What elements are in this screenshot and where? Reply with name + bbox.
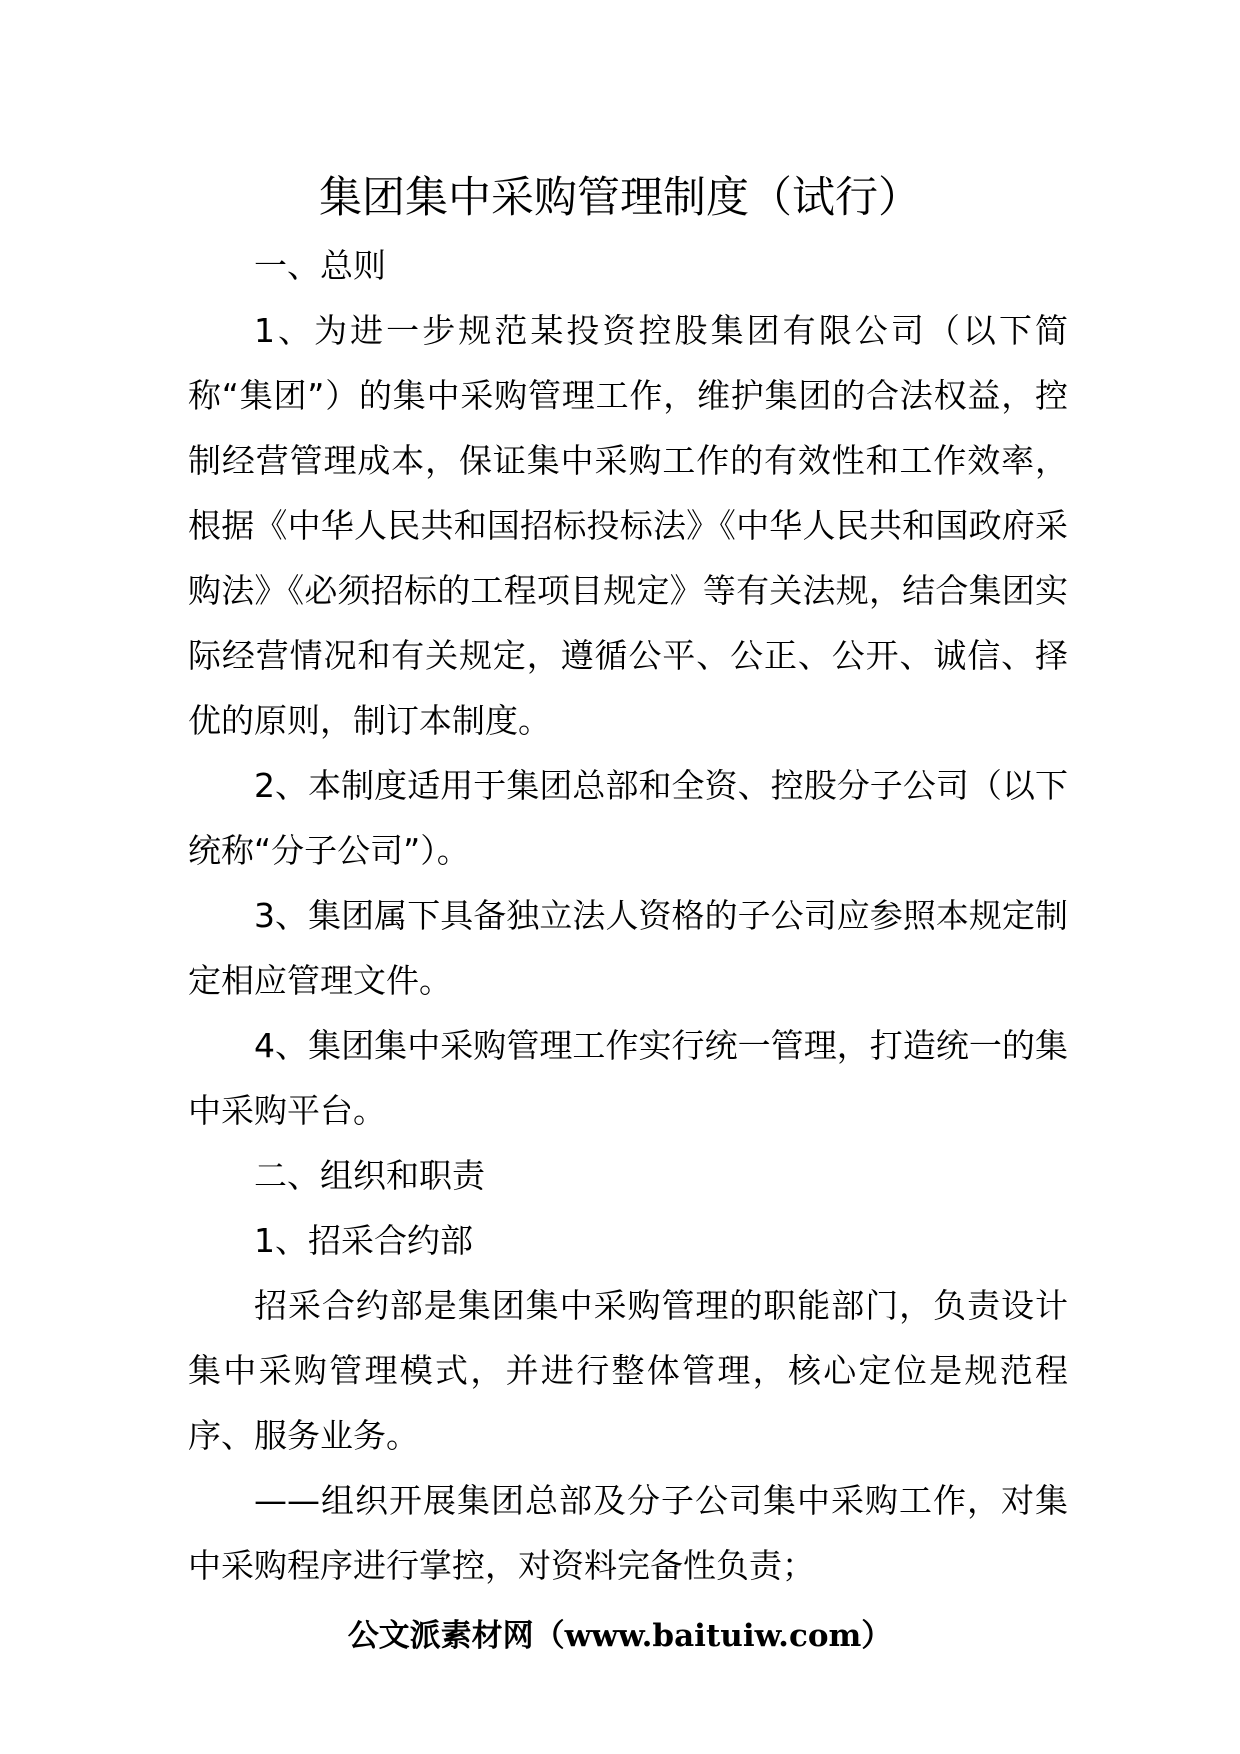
paragraph: ——组织开展集团总部及分子公司集中采购工作，对集中采购程序进行掌控，对资料完备性负责；	[188, 1481, 1068, 1585]
section-heading: 一、总则	[254, 246, 386, 285]
paragraph: 3、集团属下具备独立法人资格的子公司应参照本规定制定相应管理文件。	[188, 896, 1068, 1000]
paragraph: 2、本制度适用于集团总部和全资、控股分子公司（以下统称“分子公司”）。	[188, 766, 1068, 870]
footer-source: 公文派素材网（www.baituiw.com）	[347, 1618, 893, 1654]
document-title: 集团集中采购管理制度（试行）	[319, 173, 921, 223]
paragraph: 招采合约部是集团集中采购管理的职能部门，负责设计集中采购管理模式，并进行整体管理，核心定位是规范程序、服务业务。	[188, 1286, 1068, 1455]
subsection-heading: 1、招采合约部	[254, 1221, 473, 1260]
document-body	[188, 233, 1068, 1598]
paragraph: 1、为进一步规范某投资控股集团有限公司（以下简称“集团”）的集中采购管理工作，维护集团的合法权益，控制经营管理成本，保证集中采购工作的有效性和工作效率，根据《中华人民共和国招标投标法》《中华人民共和国政府采购法》《必须招标的工程项目规定》等有关法规，结合集团实际经营情况和有关规定，遵循公平、公正、公开、诚信、择优的原则，制订本制度。	[188, 311, 1068, 740]
paragraph: 4、集团集中采购管理工作实行统一管理，打造统一的集中采购平台。	[188, 1026, 1068, 1130]
section-heading: 二、组织和职责	[254, 1156, 485, 1195]
